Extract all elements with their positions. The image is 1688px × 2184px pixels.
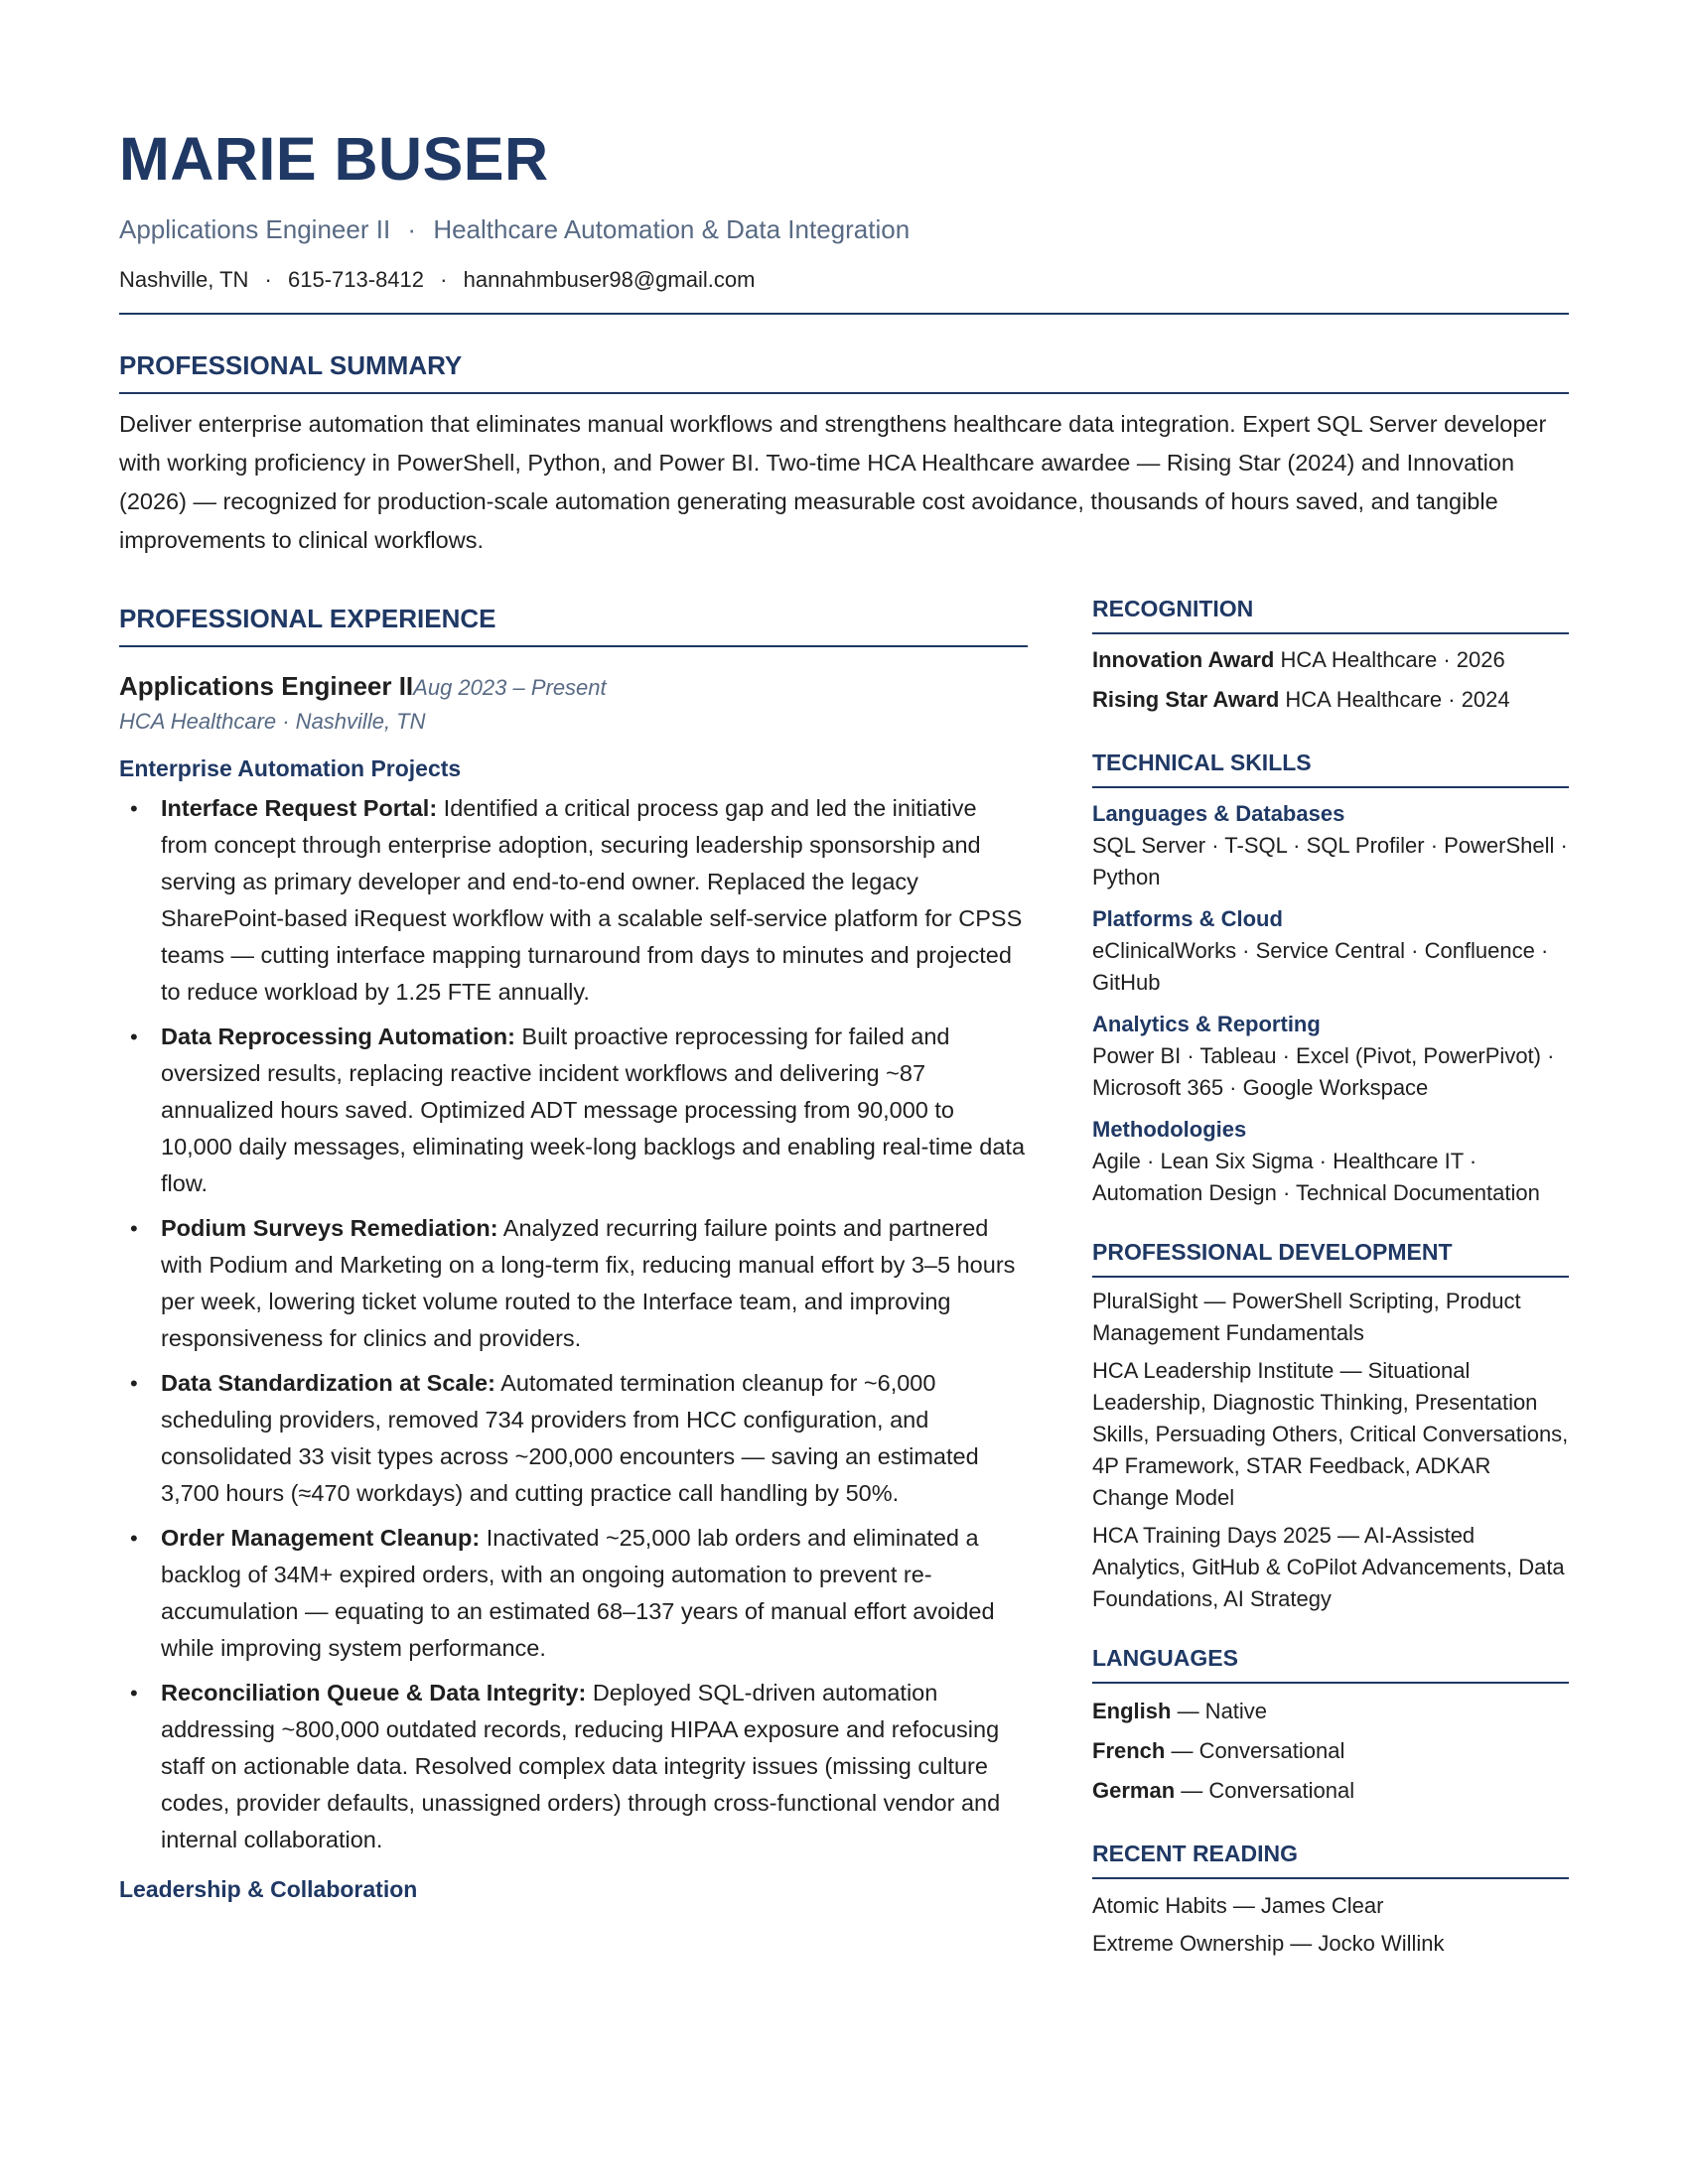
award-name: Rising Star Award [1092,687,1280,713]
bullet-icon: • [130,1681,138,1706]
separator: · [440,267,448,293]
skill-category: Languages & Databases [1092,801,1345,827]
skills-heading: TECHNICAL SKILLS [1092,750,1569,788]
award-item [1092,680,1569,720]
job-title-headline: Applications Engineer II [119,214,391,245]
bullet-icon: • [130,1216,138,1242]
achievement-item [119,1520,1028,1667]
achievement-item [119,1019,1028,1202]
skills-section [1092,750,1569,1209]
headline [119,214,1569,245]
skill-category: Analytics & Reporting [1092,1012,1321,1037]
skill-category: Methodologies [1092,1117,1247,1143]
leadership-subheading: Leadership & Collaboration [119,1876,418,1903]
languages-section [1092,1645,1569,1811]
bullet-icon: • [130,1024,138,1050]
experience-heading: PROFESSIONAL EXPERIENCE [119,604,1028,647]
job-dates: Aug 2023 – Present [413,675,607,701]
language-name: French [1092,1738,1166,1764]
achievement-text: Identified a critical process gap and led the initiative from concept through enterprise adoption, securing leadership sponsorship and serving as primary developer and end-to-end owner. Replaced the legacy SharePoint-based iRequest workflow with a scalable self-service platform for CPSS teams — cutting interface mapping turnaround from days to minutes and projected to reduce workload by 1.25 FTE annually. [161,795,1023,1006]
language-level: — Conversational [1165,1738,1345,1764]
achievement-text: Deployed SQL-driven automation addressing ~800,000 outdated records, reducing HIPAA exposure and refocusing staff on actionable data. Resolved complex data integrity issues (missing culture codes, provider defaults, unassigned orders) through cross-functional vendor and internal collaboration. [161,1680,1001,1853]
award-name: Innovation Award [1092,647,1275,673]
job-title: Applications Engineer II [119,671,414,702]
achievement-item [119,1210,1028,1357]
language-item [1092,1771,1569,1811]
reading-section [1092,1841,1569,1963]
bullet-icon: • [130,796,138,822]
reading-heading: RECENT READING [1092,1841,1569,1879]
languages-heading: LANGUAGES [1092,1645,1569,1684]
summary-section [119,350,1569,560]
job-header [119,671,1028,703]
achievement-lead: Podium Surveys Remediation: [161,1215,498,1242]
achievement-item [119,790,1028,1011]
achievement-text: Analyzed recurring failure points and partnered with Podium and Marketing on a long-term fix, reducing manual effort by 3–5 hours per week, lowering ticket volume routed to the Interface team, and improving responsiveness for clinics and providers. [161,1215,1016,1352]
two-column-body [119,596,1569,1992]
candidate-name: MARIE BUSER [119,125,549,193]
separator: · [264,267,272,293]
achievement-text: Built proactive reprocessing for failed and oversized results, replacing reactive incident workflows and delivering ~87 annualized hours saved. Optimized ADT message processing from 90,000 to 10,000 daily messages, eliminating week-long backlogs and enabling real-time data flow. [161,1024,1026,1197]
skill-values: Power BI · Tableau · Excel (Pivot, PowerPivot) · Microsoft 365 · Google Workspace [1092,1043,1555,1101]
phone: 615-713-8412 [288,267,425,293]
award-detail: HCA Healthcare · 2024 [1285,687,1510,713]
recognition-heading: RECOGNITION [1092,596,1569,634]
sidebar-column [1092,596,1569,1992]
award-detail: HCA Healthcare · 2026 [1280,647,1505,673]
achievement-item [119,1365,1028,1512]
job-company: HCA Healthcare · Nashville, TN [119,709,426,735]
skill-category: Platforms & Cloud [1092,906,1283,932]
language-name: German [1092,1778,1176,1804]
skill-values: Agile · Lean Six Sigma · Healthcare IT · Automation Design · Technical Documentation [1092,1149,1540,1206]
reading-item: Extreme Ownership — Jocko Willink [1092,1931,1445,1957]
achievement-lead: Reconciliation Queue & Data Integrity: [161,1680,587,1706]
recognition-section [1092,596,1569,720]
achievement-text: Inactivated ~25,000 lab orders and eliminated a backlog of 34M+ expired orders, with an ongoing automation to prevent re-accumulation — equating to an estimated 68–137 years of manual effort avoided while improving system performance. [161,1525,995,1662]
location: Nashville, TN [119,267,249,293]
language-item [1092,1692,1569,1731]
projects-subheading: Enterprise Automation Projects [119,755,462,782]
achievement-lead: Data Reprocessing Automation: [161,1024,515,1050]
achievement-item [119,1675,1028,1858]
development-heading: PROFESSIONAL DEVELOPMENT [1092,1239,1569,1278]
language-level: — Conversational [1175,1778,1355,1804]
reading-item: Atomic Habits — James Clear [1092,1893,1384,1919]
skill-values: SQL Server · T-SQL · SQL Profiler · PowerShell · Python [1092,833,1568,890]
resume-header [119,0,1569,315]
development-item: HCA Training Days 2025 — AI-Assisted Analytics, GitHub & CoPilot Advancements, Data Foundations, AI Strategy [1092,1523,1565,1612]
skill-values: eClinicalWorks · Service Central · Confluence · GitHub [1092,938,1549,996]
contact-info [119,267,1569,293]
development-item: HCA Leadership Institute — Situational Leadership, Diagnostic Thinking, Presentation Skills, Persuading Others, Critical Conversations, 4P Framework, STAR Feedback, ADKAR Change Model [1092,1358,1569,1511]
summary-heading: PROFESSIONAL SUMMARY [119,350,1569,394]
achievement-text: Automated termination cleanup for ~6,000 scheduling providers, removed 734 providers from HCC configuration, and consolidated 33 visit types across ~200,000 encounters — saving an estimated 3,700 hours (≈470 workdays) and cutting practice call handling by 50%. [161,1370,979,1507]
achievement-list [119,790,1028,1858]
achievement-lead: Order Management Cleanup: [161,1525,481,1552]
summary-text: Deliver enterprise automation that eliminates manual workflows and strengthens healthcare data integration. Expert SQL Server developer with working proficiency in PowerShell, Python, and Power BI. Two-time HCA Healthcare awardee — Rising Star (2024) and Innovation (2026) — recognized for production-scale automation generating measurable cost avoidance, thousands of hours saved, and tangible improvements to clinical workflows. [119,411,1547,554]
experience-column [119,604,1028,1992]
header-divider [119,313,1569,315]
separator: · [407,214,417,245]
language-name: English [1092,1699,1172,1724]
award-item [1092,640,1569,680]
development-item: PluralSight — PowerShell Scripting, Product Management Fundamentals [1092,1289,1521,1346]
email: hannahmbuser98@gmail.com [463,267,756,293]
development-section [1092,1239,1569,1615]
language-level: — Native [1171,1699,1268,1724]
achievement-lead: Data Standardization at Scale: [161,1370,495,1397]
specialty-headline: Healthcare Automation & Data Integration [433,214,911,245]
achievement-lead: Interface Request Portal: [161,795,438,822]
language-item [1092,1731,1569,1771]
bullet-icon: • [130,1371,138,1397]
bullet-icon: • [130,1526,138,1552]
